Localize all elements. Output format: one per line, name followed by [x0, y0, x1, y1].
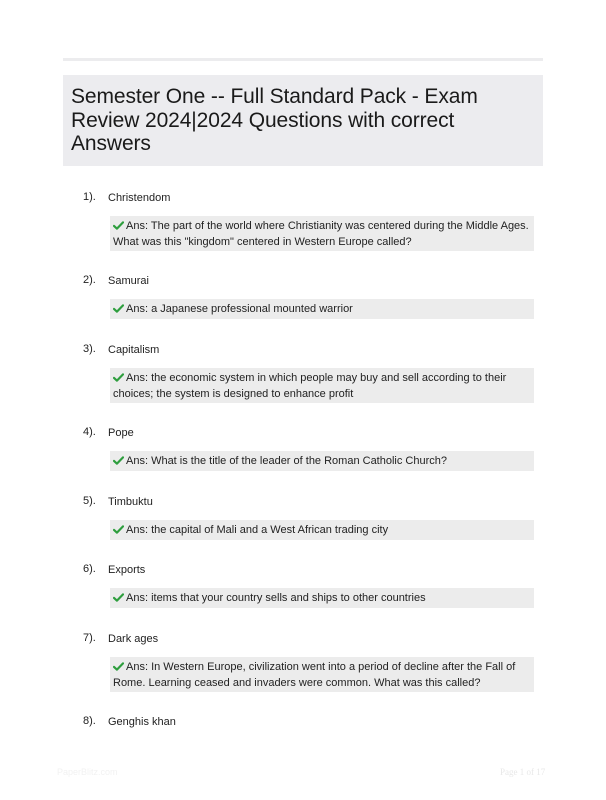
checkmark-icon: [113, 373, 124, 382]
answer-box: [110, 216, 534, 251]
answer-box: [110, 451, 534, 471]
answer-text: Ans: What is the title of the leader of the Roman Catholic Church?: [126, 455, 447, 467]
question-term: Christendom: [108, 192, 171, 204]
question-term: Timbuktu: [108, 496, 153, 508]
answer-box: [110, 368, 534, 403]
footer-watermark: PaperBlitz.com: [57, 767, 118, 777]
question-term: Capitalism: [108, 344, 160, 356]
title-banner: [63, 75, 543, 166]
answer-box: [110, 520, 534, 540]
question-number: 8).: [83, 715, 96, 727]
question-number: 7).: [83, 632, 96, 644]
question-term: Exports: [108, 564, 146, 576]
checkmark-icon: [113, 593, 124, 602]
answer-text: Ans: the capital of Mali and a West African trading city: [126, 524, 389, 536]
question-number: 2).: [83, 274, 96, 286]
question-number: 4).: [83, 426, 96, 438]
answer-text: Ans: In Western Europe, civilization went into a period of decline after the Fall of Rome. Learning ceased and invaders were common. What was this called?: [113, 661, 516, 689]
checkmark-icon: [113, 304, 124, 313]
checkmark-icon: [113, 456, 124, 465]
question-term: Samurai: [108, 275, 149, 287]
question-term: Genghis khan: [108, 716, 176, 728]
question-number: 6).: [83, 563, 96, 575]
question-term: Dark ages: [108, 633, 159, 645]
answer-box: [110, 657, 534, 692]
checkmark-icon: [113, 662, 124, 671]
answer-box: [110, 299, 534, 319]
answer-text: Ans: a Japanese professional mounted warrior: [126, 303, 353, 315]
question-number: 3).: [83, 343, 96, 355]
question-number: 5).: [83, 495, 96, 507]
document-title: Semester One -- Full Standard Pack - Exam Review 2024|2024 Questions with correct Answers: [71, 85, 478, 155]
top-divider: [63, 58, 543, 61]
answer-box: [110, 588, 534, 608]
question-term: Pope: [108, 427, 134, 439]
answer-text: Ans: the economic system in which people may buy and sell according to their choices; the system is designed to enhance profit: [113, 372, 507, 400]
answer-text: Ans: The part of the world where Christianity was centered during the Middle Ages. What was this "kingdom" centered in Western Europe called?: [113, 220, 529, 248]
checkmark-icon: [113, 221, 124, 230]
answer-text: Ans: items that your country sells and ships to other countries: [126, 592, 426, 604]
checkmark-icon: [113, 525, 124, 534]
page-indicator: Page 1 of 17: [500, 767, 546, 777]
question-number: 1).: [83, 191, 96, 203]
